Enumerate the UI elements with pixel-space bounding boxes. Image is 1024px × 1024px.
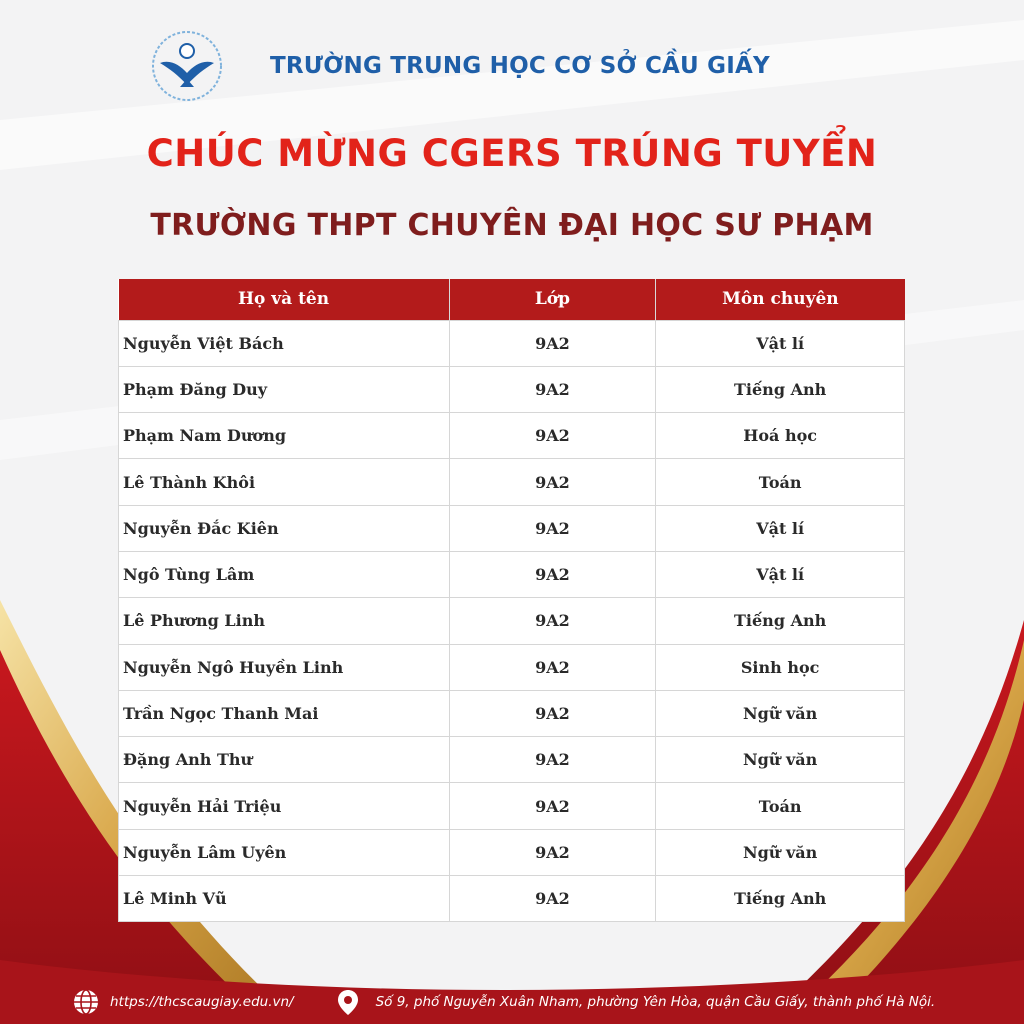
student-name: Nguyễn Ngô Huyền Linh (119, 644, 450, 690)
student-subject: Hoá học (656, 413, 905, 459)
student-class: 9A2 (449, 459, 656, 505)
student-subject: Ngữ văn (656, 829, 905, 875)
table-row (119, 459, 905, 505)
table-row (119, 829, 905, 875)
student-name: Nguyễn Việt Bách (119, 320, 450, 366)
student-subject: Tiếng Anh (656, 598, 905, 644)
table-row (119, 366, 905, 412)
student-class: 9A2 (449, 505, 656, 551)
table-row (119, 876, 905, 922)
student-subject: Vật lí (656, 505, 905, 551)
student-subject: Toán (656, 459, 905, 505)
student-name: Nguyễn Đắc Kiên (119, 505, 450, 551)
website-link[interactable]: https://thcscaugiay.edu.vn/ (110, 994, 294, 1010)
student-class: 9A2 (449, 413, 656, 459)
admitted-school-title: TRƯỜNG THPT CHUYÊN ĐẠI HỌC SƯ PHẠM (150, 208, 874, 243)
student-class: 9A2 (449, 551, 656, 597)
column-header-subject: Môn chuyên (656, 279, 905, 320)
student-class: 9A2 (449, 876, 656, 922)
table-row (119, 505, 905, 551)
student-class: 9A2 (449, 690, 656, 736)
school-logo-icon (150, 29, 224, 103)
column-header-class: Lớp (449, 279, 656, 320)
school-header (150, 30, 770, 102)
table-row (119, 644, 905, 690)
globe-icon (72, 988, 100, 1016)
student-subject: Sinh học (656, 644, 905, 690)
school-name: TRƯỜNG TRUNG HỌC CƠ SỞ CẦU GIẤY (270, 53, 770, 79)
table-row (119, 737, 905, 783)
student-class: 9A2 (449, 829, 656, 875)
student-name: Lê Phương Linh (119, 598, 450, 644)
school-address: Số 9, phố Nguyễn Xuân Nham, phường Yên Hòa, quận Cầu Giấy, thành phố Hà Nội. (375, 994, 936, 1010)
student-class: 9A2 (449, 366, 656, 412)
table-row (119, 320, 905, 366)
table-row (119, 413, 905, 459)
table-row (119, 690, 905, 736)
student-subject: Toán (656, 783, 905, 829)
table-row (119, 598, 905, 644)
student-class: 9A2 (449, 644, 656, 690)
student-name: Trần Ngọc Thanh Mai (119, 690, 450, 736)
student-subject: Tiếng Anh (656, 876, 905, 922)
student-class: 9A2 (449, 598, 656, 644)
student-name: Nguyễn Lâm Uyên (119, 829, 450, 875)
student-class: 9A2 (449, 737, 656, 783)
contact-footer (72, 986, 935, 1018)
student-name: Đặng Anh Thư (119, 737, 450, 783)
table-row (119, 783, 905, 829)
table-header-row (119, 279, 905, 320)
table-row (119, 551, 905, 597)
student-name: Lê Minh Vũ (119, 876, 450, 922)
student-subject: Ngữ văn (656, 737, 905, 783)
student-class: 9A2 (449, 783, 656, 829)
admission-results-table (118, 279, 905, 922)
location-pin-icon (334, 988, 362, 1016)
column-header-name: Họ và tên (119, 279, 450, 320)
student-name: Phạm Nam Dương (119, 413, 450, 459)
student-name: Phạm Đăng Duy (119, 366, 450, 412)
student-name: Ngô Tùng Lâm (119, 551, 450, 597)
student-class: 9A2 (449, 320, 656, 366)
student-name: Nguyễn Hải Triệu (119, 783, 450, 829)
student-name: Lê Thành Khôi (119, 459, 450, 505)
student-subject: Vật lí (656, 551, 905, 597)
student-subject: Vật lí (656, 320, 905, 366)
congratulations-headline: CHÚC MỪNG CGERS TRÚNG TUYỂN (146, 132, 878, 175)
student-subject: Ngữ văn (656, 690, 905, 736)
student-subject: Tiếng Anh (656, 366, 905, 412)
